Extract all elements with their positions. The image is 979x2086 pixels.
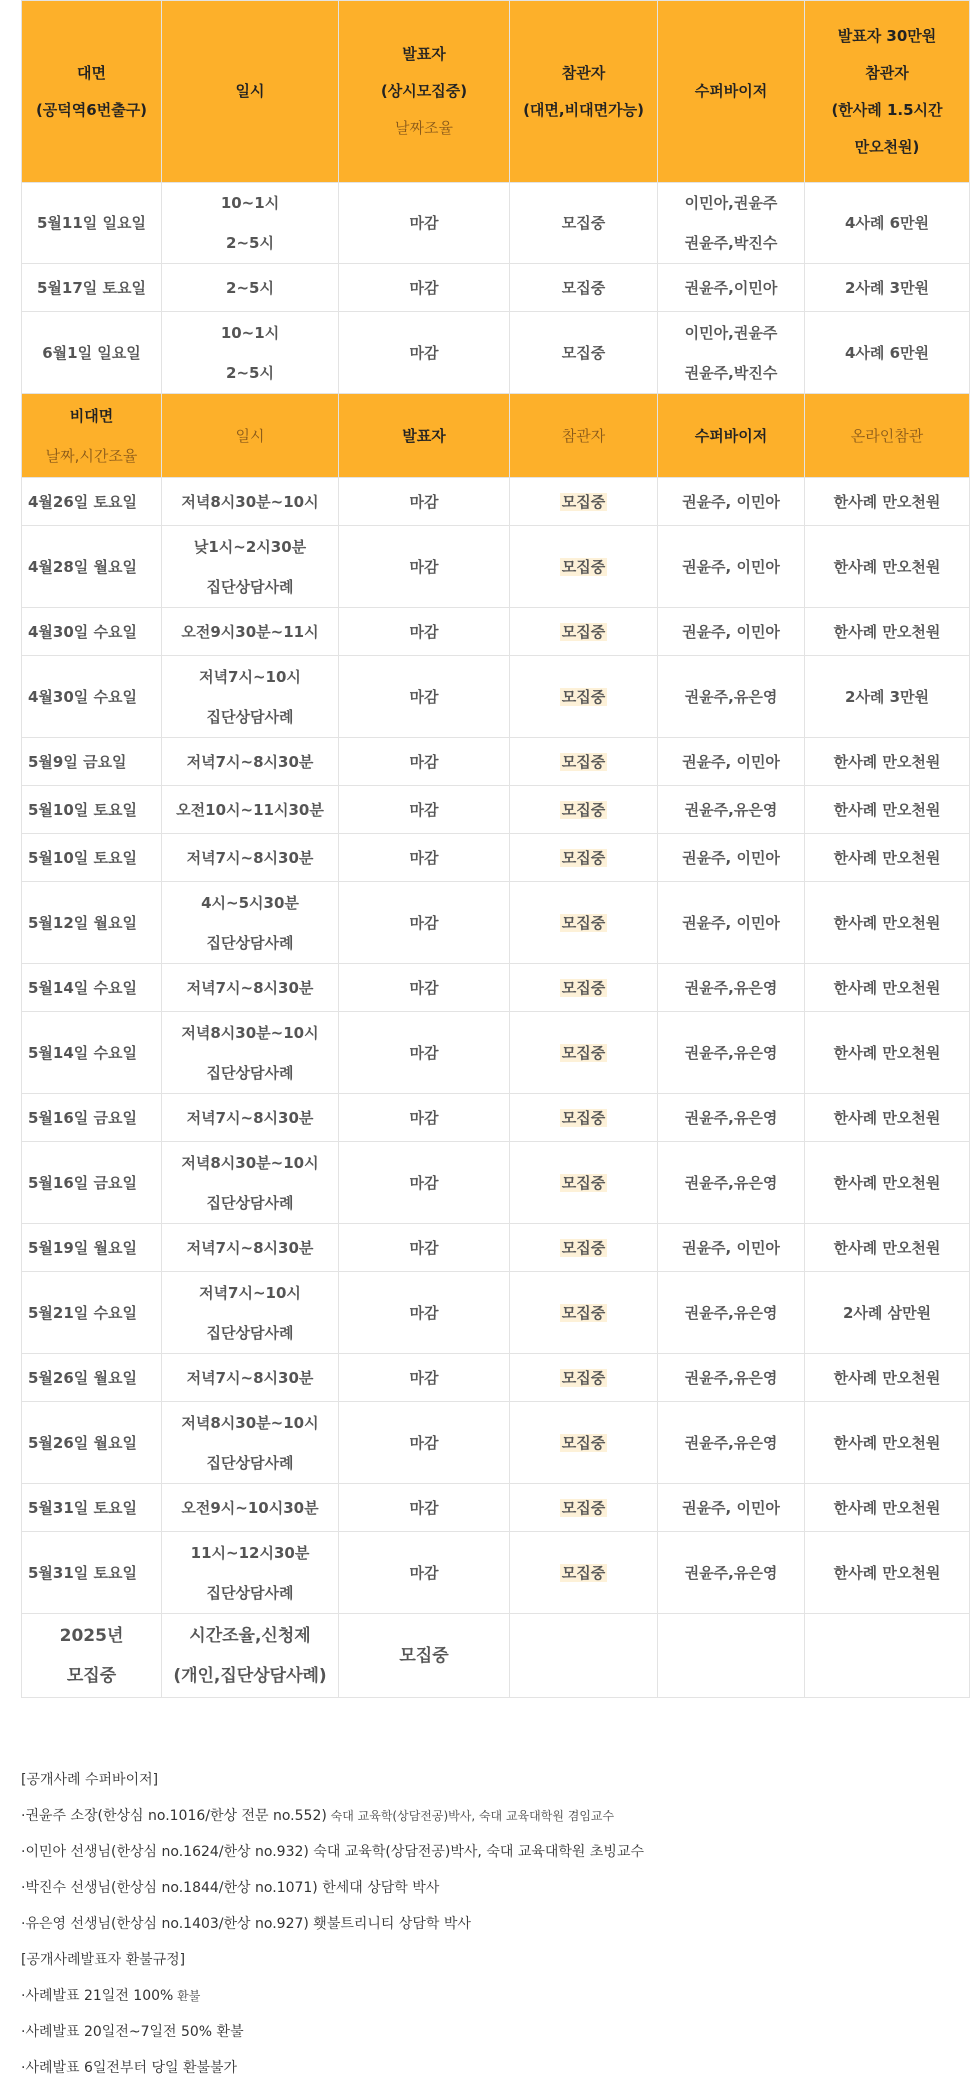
observer-status-cell xyxy=(510,1012,658,1094)
observer-status-cell xyxy=(510,1484,658,1532)
presenter-status-cell: 마감 xyxy=(339,1094,510,1142)
supervisor-line: 권윤주,이민아 xyxy=(684,278,778,297)
time-cell xyxy=(162,478,339,526)
time-line: 저녁7시~8시30분 xyxy=(186,1108,314,1127)
observer-status: 모집중 xyxy=(561,1108,606,1127)
time-cell xyxy=(162,738,339,786)
supervisor-cell: 권윤주, 이민아 xyxy=(658,1484,805,1532)
refund-note xyxy=(21,2050,961,2086)
time-cell xyxy=(162,882,339,964)
header-text-line: (상시모집중) xyxy=(380,82,468,100)
refund-list xyxy=(21,1978,961,2086)
year-cell xyxy=(22,1614,162,1698)
table-row xyxy=(22,1484,970,1532)
table-row xyxy=(22,964,970,1012)
offline-header-row xyxy=(22,1,970,183)
observer-status: 모집중 xyxy=(561,1043,606,1062)
table-row xyxy=(22,1402,970,1484)
supervisor-cell: 권윤주,유은영 xyxy=(658,1272,805,1354)
header-online xyxy=(22,394,162,478)
observer-status: 모집중 xyxy=(561,1238,606,1257)
observer-status-cell xyxy=(510,1224,658,1272)
supervisor-note xyxy=(21,1870,961,1906)
time-line: 저녁7시~8시30분 xyxy=(186,848,314,867)
empty-cell xyxy=(658,1614,805,1698)
header-text-line: (한사례 1.5시간 xyxy=(831,100,943,119)
header-datetime xyxy=(162,1,339,183)
header-online-observe: 온라인참관 xyxy=(805,394,970,478)
time-line: 저녁7시~8시30분 xyxy=(186,1238,314,1257)
date-cell: 5월10일 토요일 xyxy=(22,834,162,882)
observer-status: 모집중 xyxy=(561,978,606,997)
final-line: (개인,집단상담사례) xyxy=(173,1665,327,1686)
fee-cell: 한사례 만오천원 xyxy=(805,964,970,1012)
supervisor-note-text: ·이민아 선생님(한상심 no.1624/한상 no.932) 숙대 교육학(상담전공)박사, 숙대 교육대학원 초빙교수 xyxy=(21,1844,644,1860)
header-presenter: 발표자 xyxy=(339,394,510,478)
header-supervisor xyxy=(658,1,805,183)
table-row xyxy=(22,1354,970,1402)
time-cell xyxy=(162,1094,339,1142)
supervisor-line: 권윤주,박진수 xyxy=(684,234,778,252)
presenter-status-cell: 마감 xyxy=(339,1484,510,1532)
fee-cell: 한사례 만오천원 xyxy=(805,478,970,526)
header-text-line: 참관자 xyxy=(865,63,909,82)
presenter-status-cell: 마감 xyxy=(339,738,510,786)
observer-status: 모집중 xyxy=(561,1498,606,1517)
time-line: 저녁7시~10시 xyxy=(199,667,301,686)
date-cell: 5월9일 금요일 xyxy=(22,738,162,786)
date-cell: 5월17일 토요일 xyxy=(22,264,162,312)
fee-cell: 한사례 만오천원 xyxy=(805,1094,970,1142)
time-line: 오전10시~11시30분 xyxy=(176,800,324,819)
header-observer: 참관자 xyxy=(510,394,658,478)
time-cell xyxy=(162,834,339,882)
empty-cell xyxy=(510,1614,658,1698)
observer-status-cell xyxy=(510,656,658,738)
time-line: 저녁8시30분~10시 xyxy=(181,1023,319,1042)
observer-status-cell xyxy=(510,738,658,786)
date-cell: 5월14일 수요일 xyxy=(22,964,162,1012)
presenter-status-cell: 마감 xyxy=(339,608,510,656)
time-line: 2~5시 xyxy=(226,278,274,297)
header-text-line: 발표자 xyxy=(402,45,446,63)
fee-cell: 한사례 만오천원 xyxy=(805,526,970,608)
date-cell: 5월31일 토요일 xyxy=(22,1484,162,1532)
supervisor-cell: 권윤주,유은영 xyxy=(658,1012,805,1094)
time-line: 저녁8시30분~10시 xyxy=(181,1153,319,1172)
refund-note xyxy=(21,2014,961,2050)
table-row xyxy=(22,1142,970,1224)
supervisor-cell: 권윤주,유은영 xyxy=(658,1142,805,1224)
presenter-status-cell: 마감 xyxy=(339,526,510,608)
refund-note xyxy=(21,1978,961,2014)
time-cell xyxy=(162,1614,339,1698)
time-cell xyxy=(162,1354,339,1402)
supervisor-note-detail: 숙대 교육학(상담전공)박사, 숙대 교육대학원 겸임교수 xyxy=(326,1809,615,1823)
final-line: 모집중 xyxy=(66,1665,117,1686)
time-cell xyxy=(162,264,339,312)
date-cell: 5월14일 수요일 xyxy=(22,1012,162,1094)
fee-cell: 한사례 만오천원 xyxy=(805,1484,970,1532)
refund-note-text: ·사례발표 20일전~7일전 50% 환불 xyxy=(21,2024,244,2040)
fee-cell: 한사례 만오천원 xyxy=(805,1354,970,1402)
fee-cell: 한사례 만오천원 xyxy=(805,834,970,882)
supervisor-cell xyxy=(658,312,805,394)
observer-status-cell xyxy=(510,1402,658,1484)
time-cell xyxy=(162,312,339,394)
observer-status: 모집중 xyxy=(561,913,606,932)
time-line: 집단상담사례 xyxy=(206,1063,294,1082)
supervisor-cell: 권윤주,유은영 xyxy=(658,786,805,834)
observer-status-cell xyxy=(510,478,658,526)
presenter-status-cell: 마감 xyxy=(339,183,510,264)
fee-cell: 한사례 만오천원 xyxy=(805,738,970,786)
presenter-status-cell: 마감 xyxy=(339,312,510,394)
fee-cell: 한사례 만오천원 xyxy=(805,1142,970,1224)
supervisor-note xyxy=(21,1798,961,1834)
time-line: 저녁8시30분~10시 xyxy=(181,492,319,511)
time-cell xyxy=(162,1272,339,1354)
time-line: 저녁7시~10시 xyxy=(199,1283,301,1302)
header-text-line: 대면 xyxy=(77,63,106,82)
table-row xyxy=(22,478,970,526)
time-line: 집단상담사례 xyxy=(206,933,294,952)
supervisor-cell: 권윤주,유은영 xyxy=(658,1094,805,1142)
date-cell: 6월1일 일요일 xyxy=(22,312,162,394)
time-cell xyxy=(162,526,339,608)
date-cell: 4월26일 토요일 xyxy=(22,478,162,526)
observer-status: 모집중 xyxy=(561,848,606,867)
supervisor-note-text: ·유은영 선생님(한상심 no.1403/한상 no.927) 횃불트리니티 상담학 박사 xyxy=(21,1916,471,1932)
header-note-line: 날짜조율 xyxy=(395,119,453,137)
refund-note-detail: 환불 xyxy=(173,1989,201,2003)
table-row xyxy=(22,1094,970,1142)
table-row xyxy=(22,738,970,786)
header-text-line: 비대면 xyxy=(69,406,114,425)
observer-status: 모집중 xyxy=(561,1303,606,1322)
presenter-status-cell: 마감 xyxy=(339,1272,510,1354)
time-line: 오전9시~10시30분 xyxy=(181,1498,319,1517)
presenter-status-cell: 마감 xyxy=(339,834,510,882)
final-line: 시간조율,신청제 xyxy=(189,1625,311,1646)
table-row xyxy=(22,526,970,608)
observer-status: 모집중 xyxy=(561,492,606,511)
observer-status: 모집중 xyxy=(561,557,606,576)
presenter-status-cell: 마감 xyxy=(339,964,510,1012)
table-row xyxy=(22,1224,970,1272)
time-line: 집단상담사례 xyxy=(206,577,294,596)
header-datetime: 일시 xyxy=(162,394,339,478)
presenter-status-cell: 마감 xyxy=(339,264,510,312)
header-text-line: 만오천원) xyxy=(854,137,920,156)
observer-status-cell xyxy=(510,882,658,964)
time-line: 4시~5시30분 xyxy=(201,893,299,912)
time-line: 집단상담사례 xyxy=(206,1453,294,1472)
supervisor-cell: 권윤주,유은영 xyxy=(658,656,805,738)
time-cell xyxy=(162,656,339,738)
fee-cell: 2사례 삼만원 xyxy=(805,1272,970,1354)
schedule-table xyxy=(21,0,970,1698)
date-cell: 5월21일 수요일 xyxy=(22,1272,162,1354)
presenter-status-cell: 마감 xyxy=(339,1402,510,1484)
supervisor-line: 권윤주,박진수 xyxy=(684,363,778,382)
supervisor-cell: 권윤주,유은영 xyxy=(658,1402,805,1484)
presenter-status-cell: 마감 xyxy=(339,882,510,964)
refund-note-text: ·사례발표 21일전 100% xyxy=(21,1988,174,2004)
time-line: 낮1시~2시30분 xyxy=(193,537,307,556)
notes-section xyxy=(21,1762,961,2086)
table-row xyxy=(22,312,970,394)
date-cell: 5월16일 금요일 xyxy=(22,1142,162,1224)
time-line: 11시~12시30분 xyxy=(190,1543,310,1562)
supervisor-cell: 권윤주,유은영 xyxy=(658,1532,805,1614)
time-line: 2~5시 xyxy=(226,363,274,382)
supervisor-cell: 권윤주, 이민아 xyxy=(658,526,805,608)
presenter-status-cell: 마감 xyxy=(339,1142,510,1224)
time-cell xyxy=(162,183,339,264)
header-presenter xyxy=(339,1,510,183)
table-row xyxy=(22,882,970,964)
observer-status-cell: 모집중 xyxy=(510,264,658,312)
observer-status-cell xyxy=(510,834,658,882)
final-line: 2025년 xyxy=(59,1625,124,1646)
table-row xyxy=(22,608,970,656)
observer-status-cell xyxy=(510,786,658,834)
time-line: 2~5시 xyxy=(226,234,274,252)
empty-cell xyxy=(805,1614,970,1698)
presenter-status-cell: 마감 xyxy=(339,478,510,526)
supervisor-cell: 권윤주, 이민아 xyxy=(658,738,805,786)
presenter-status-cell: 마감 xyxy=(339,1532,510,1614)
fee-cell: 한사례 만오천원 xyxy=(805,1012,970,1094)
header-text-line: (대면,비대면가능) xyxy=(523,100,644,119)
time-line: 저녁7시~8시30분 xyxy=(186,978,314,997)
time-cell xyxy=(162,1142,339,1224)
time-line: 10~1시 xyxy=(220,194,280,212)
observer-status-cell xyxy=(510,608,658,656)
time-line: 저녁7시~8시30분 xyxy=(186,752,314,771)
presenter-status-cell: 마감 xyxy=(339,1012,510,1094)
time-line: 집단상담사례 xyxy=(206,1583,294,1602)
supervisor-line: 이민아,권윤주 xyxy=(684,323,778,342)
supervisor-cell: 권윤주, 이민아 xyxy=(658,834,805,882)
observer-status: 모집중 xyxy=(561,1368,606,1387)
supervisor-cell xyxy=(658,264,805,312)
header-text-line: 참관자 xyxy=(561,63,606,82)
supervisor-note xyxy=(21,1906,961,1942)
time-cell xyxy=(162,1012,339,1094)
date-cell: 5월31일 토요일 xyxy=(22,1532,162,1614)
date-cell: 5월16일 금요일 xyxy=(22,1094,162,1142)
table-row xyxy=(22,834,970,882)
observer-status-cell xyxy=(510,1272,658,1354)
observer-status: 모집중 xyxy=(561,687,606,706)
observer-status: 모집중 xyxy=(561,622,606,641)
fee-cell: 2사례 3만원 xyxy=(805,656,970,738)
observer-status: 모집중 xyxy=(561,1433,606,1452)
supervisor-note-text: ·박진수 선생님(한상심 no.1844/한상 no.1071) 한세대 상담학 박사 xyxy=(21,1880,440,1896)
time-cell xyxy=(162,1484,339,1532)
date-cell: 4월30일 수요일 xyxy=(22,656,162,738)
observer-status-cell xyxy=(510,526,658,608)
table-row xyxy=(22,264,970,312)
observer-status-cell xyxy=(510,964,658,1012)
header-text-line: (공덕역6번출구) xyxy=(35,100,148,119)
supervisor-note xyxy=(21,1834,961,1870)
date-cell: 5월11일 일요일 xyxy=(22,183,162,264)
time-cell xyxy=(162,964,339,1012)
date-cell: 4월30일 수요일 xyxy=(22,608,162,656)
time-line: 집단상담사례 xyxy=(206,707,294,726)
refund-heading: [공개사례발표자 환불규정] xyxy=(21,1952,186,1968)
table-row xyxy=(22,786,970,834)
table-row xyxy=(22,183,970,264)
observer-status: 모집중 xyxy=(561,800,606,819)
date-cell: 4월28일 월요일 xyxy=(22,526,162,608)
time-cell xyxy=(162,786,339,834)
header-fee xyxy=(805,1,970,183)
header-text-line: 수퍼바이저 xyxy=(694,82,768,100)
supervisor-heading: [공개사례 수퍼바이저] xyxy=(21,1772,159,1788)
table-row xyxy=(22,656,970,738)
date-cell: 5월12일 월요일 xyxy=(22,882,162,964)
supervisor-cell: 권윤주, 이민아 xyxy=(658,882,805,964)
refund-note-text: ·사례발표 6일전부터 당일 환불불가 xyxy=(21,2060,238,2076)
table-row xyxy=(22,1272,970,1354)
observer-status-cell xyxy=(510,1532,658,1614)
time-cell xyxy=(162,1532,339,1614)
supervisor-line: 이민아,권윤주 xyxy=(684,194,778,212)
fee-cell: 한사례 만오천원 xyxy=(805,786,970,834)
fee-cell: 한사례 만오천원 xyxy=(805,1402,970,1484)
time-line: 오전9시30분~11시 xyxy=(181,622,319,641)
supervisor-cell: 권윤주, 이민아 xyxy=(658,608,805,656)
supervisor-cell xyxy=(658,183,805,264)
header-offline xyxy=(22,1,162,183)
time-line: 저녁7시~8시30분 xyxy=(186,1368,314,1387)
time-cell xyxy=(162,1402,339,1484)
supervisor-cell: 권윤주,유은영 xyxy=(658,1354,805,1402)
time-line: 저녁8시30분~10시 xyxy=(181,1413,319,1432)
date-cell: 5월10일 토요일 xyxy=(22,786,162,834)
supervisor-note-text: ·권윤주 소장(한상심 no.1016/한상 전문 no.552) xyxy=(21,1808,327,1824)
observer-status: 모집중 xyxy=(561,1563,606,1582)
fee-cell: 한사례 만오천원 xyxy=(805,1532,970,1614)
time-line: 집단상담사례 xyxy=(206,1193,294,1212)
presenter-status-cell: 마감 xyxy=(339,1354,510,1402)
table-row xyxy=(22,1012,970,1094)
supervisor-cell: 권윤주, 이민아 xyxy=(658,1224,805,1272)
fee-cell: 한사례 만오천원 xyxy=(805,1224,970,1272)
supervisor-list xyxy=(21,1798,961,1942)
header-text-line: 발표자 30만원 xyxy=(837,26,937,45)
observer-status-cell: 모집중 xyxy=(510,312,658,394)
observer-status: 모집중 xyxy=(561,1173,606,1192)
fee-cell: 한사례 만오천원 xyxy=(805,882,970,964)
presenter-status-cell: 마감 xyxy=(339,1224,510,1272)
supervisor-cell: 권윤주, 이민아 xyxy=(658,478,805,526)
fee-cell: 2사례 3만원 xyxy=(805,264,970,312)
observer-status-cell xyxy=(510,1354,658,1402)
time-cell xyxy=(162,608,339,656)
observer-status-cell xyxy=(510,1142,658,1224)
observer-status-cell xyxy=(510,1094,658,1142)
final-row xyxy=(22,1614,970,1698)
fee-cell: 4사례 6만원 xyxy=(805,183,970,264)
presenter-status-cell: 모집중 xyxy=(339,1614,510,1698)
online-header-row xyxy=(22,394,970,478)
header-supervisor: 수퍼바이저 xyxy=(658,394,805,478)
table-row xyxy=(22,1532,970,1614)
header-note-line: 날짜,시간조율 xyxy=(45,446,138,465)
fee-cell: 4사례 6만원 xyxy=(805,312,970,394)
date-cell: 5월26일 월요일 xyxy=(22,1402,162,1484)
header-text-line: 일시 xyxy=(235,82,265,100)
date-cell: 5월19일 월요일 xyxy=(22,1224,162,1272)
date-cell: 5월26일 월요일 xyxy=(22,1354,162,1402)
time-cell xyxy=(162,1224,339,1272)
presenter-status-cell: 마감 xyxy=(339,656,510,738)
time-line: 10~1시 xyxy=(220,323,280,342)
supervisor-cell: 권윤주,유은영 xyxy=(658,964,805,1012)
time-line: 집단상담사례 xyxy=(206,1323,294,1342)
header-observer xyxy=(510,1,658,183)
presenter-status-cell: 마감 xyxy=(339,786,510,834)
fee-cell: 한사례 만오천원 xyxy=(805,608,970,656)
observer-status: 모집중 xyxy=(561,752,606,771)
observer-status-cell: 모집중 xyxy=(510,183,658,264)
